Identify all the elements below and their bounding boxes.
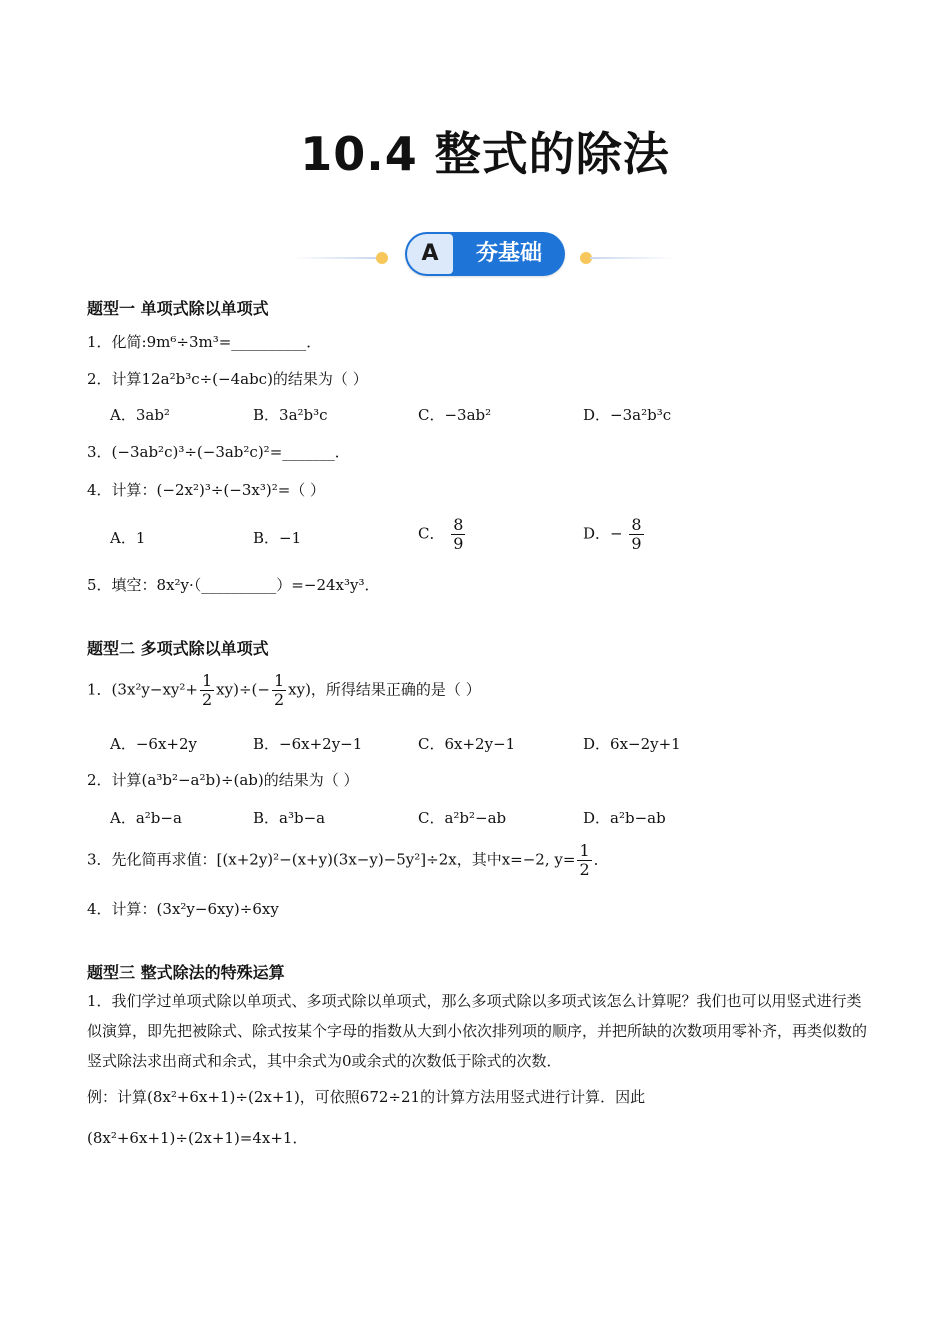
option-1-4-a: A．1	[110, 529, 146, 547]
question-2-4: 4．计算：(3x²y−6xy)÷6xy	[87, 900, 279, 918]
option-2-1-d: D．6x−2y+1	[583, 735, 681, 753]
option-1-2-c: C．−3ab²	[418, 406, 492, 424]
banner-pill	[405, 232, 565, 276]
banner-label: 夯基础	[475, 241, 542, 266]
fraction-denominator: 2	[273, 690, 285, 709]
question-2-3	[87, 842, 609, 879]
section-banner	[290, 232, 675, 278]
question-2-1	[87, 672, 481, 709]
question-1-4: 4．计算：(−2x²)³÷(−3x³)²=（ ）	[87, 481, 326, 499]
option-1-4-d-label: D．−	[583, 524, 623, 543]
question-1-3: 3．(−3ab²c)³÷(−3ab²c)²=_______．	[87, 443, 350, 461]
question-3-1-paragraph: 1．我们学过单项式除以单项式、多项式除以单项式，那么多项式除以多项式该怎么计算呢？我们也可以用竖式进行类似演算，即先把被除式、除式按某个字母的指数从大到小依次排列项的顺序，并把所缺的次数项用零补齐，再类似数的竖式除法求出商式和余式，其中余式为0或余式的次数低于除式的次数．	[87, 992, 868, 1070]
section-heading-3: 题型三 整式除法的特殊运算	[87, 963, 285, 982]
fraction-numerator: 1	[201, 671, 213, 690]
fraction-numerator: 8	[453, 515, 464, 534]
banner-right-line	[590, 257, 675, 259]
question-2-2: 2．计算(a³b²−a²b)÷(ab)的结果为（ ）	[87, 771, 359, 789]
fraction-numerator: 8	[631, 515, 642, 534]
option-2-2-a: A．a²b−a	[110, 809, 182, 827]
fraction-1-2-b	[272, 672, 286, 709]
option-2-2-c: C．a²b²−ab	[418, 809, 507, 827]
option-1-2-d: D．−3a²b³c	[583, 406, 672, 424]
fraction-8-9-c	[451, 516, 465, 553]
banner-left-line	[290, 257, 378, 259]
question-1-5: 5．填空：8x²y·（__________）=−24x³y³．	[87, 576, 380, 594]
option-2-2-d: D．a²b−ab	[583, 809, 666, 827]
question-2-3-part1: 3．先化简再求值：[(x+2y)²−(x+y)(3x−y)−5y²]÷2x，其中x=−2, y=	[87, 850, 576, 869]
question-2-1-part3: xy)，所得结果正确的是（ ）	[288, 680, 481, 699]
section-heading-1: 题型一 单项式除以单项式	[87, 299, 269, 318]
section-heading-2: 题型二 多项式除以单项式	[87, 639, 269, 658]
fraction-1-2-c	[577, 842, 591, 879]
option-1-2-a: A．3ab²	[110, 406, 170, 424]
option-1-4-c	[418, 516, 467, 553]
question-3-1-example: 例：计算(8x²+6x+1)÷(2x+1)，可依照672÷21的计算方法用竖式进行计算．因此	[87, 1088, 646, 1106]
question-1-2: 2．计算12a²b³c÷(−4abc)的结果为（ ）	[87, 370, 368, 388]
option-2-1-b: B．−6x+2y−1	[253, 735, 363, 753]
question-3-1-result: (8x²+6x+1)÷(2x+1)=4x+1．	[87, 1129, 308, 1147]
option-2-2-b: B．a³b−a	[253, 809, 326, 827]
fraction-8-9-d	[629, 516, 643, 553]
fraction-denominator: 9	[631, 534, 642, 553]
banner-left-dot	[376, 252, 388, 264]
banner-letter: A	[407, 234, 453, 274]
option-1-4-c-label: C．	[418, 524, 445, 543]
option-2-1-a: A．−6x+2y	[110, 735, 197, 753]
fraction-numerator: 1	[579, 841, 590, 860]
question-2-1-part2: xy)÷(−	[216, 680, 270, 699]
fraction-denominator: 9	[453, 534, 464, 553]
question-2-1-part1: 1．(3x²y−xy²+	[87, 680, 198, 699]
option-1-4-d	[583, 516, 646, 553]
fraction-denominator: 2	[579, 860, 590, 879]
fraction-numerator: 1	[273, 671, 285, 690]
page-title: 10.4 整式的除法	[300, 127, 670, 181]
question-2-3-part2: ．	[593, 850, 609, 869]
fraction-1-2	[200, 672, 214, 709]
option-2-1-c: C．6x+2y−1	[418, 735, 516, 753]
option-1-2-b: B．3a²b³c	[253, 406, 328, 424]
question-1-1: 1．化简:9m⁶÷3m³=__________．	[87, 333, 322, 351]
fraction-denominator: 2	[201, 690, 213, 709]
option-1-4-b: B．−1	[253, 529, 302, 547]
